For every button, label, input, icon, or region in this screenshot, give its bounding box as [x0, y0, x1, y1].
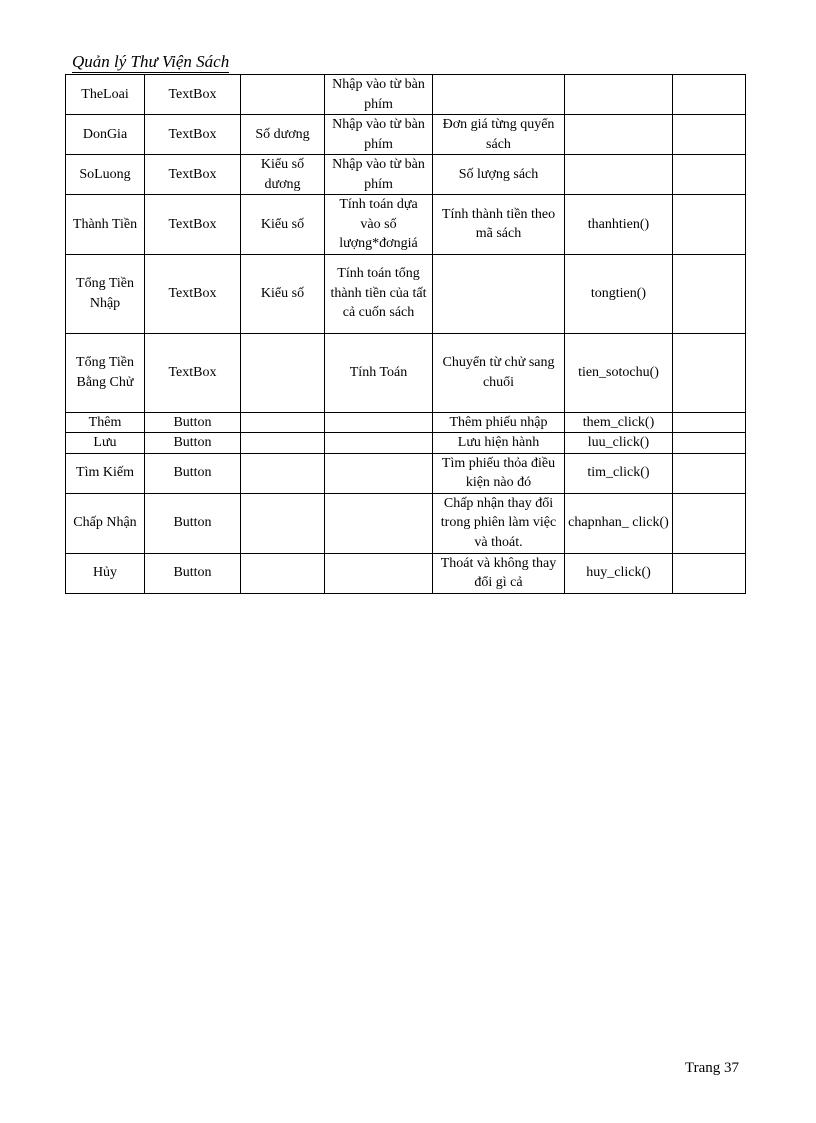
table-cell	[241, 493, 325, 553]
table-cell: Chấp Nhận	[66, 493, 145, 553]
table-cell: Button	[145, 493, 241, 553]
table-cell: huy_click()	[565, 553, 673, 593]
table-cell: TextBox	[145, 254, 241, 333]
table-cell: Lưu	[66, 433, 145, 454]
table-cell	[241, 333, 325, 412]
table-cell	[673, 115, 746, 155]
table-cell	[325, 453, 433, 493]
table-cell: Button	[145, 453, 241, 493]
table-cell: Hủy	[66, 553, 145, 593]
table-cell	[241, 412, 325, 433]
table-cell	[673, 155, 746, 195]
table-cell: Chấp nhận thay đổi trong phiên làm việc và thoát.	[433, 493, 565, 553]
table-cell: Tổng Tiền Bằng Chử	[66, 333, 145, 412]
table-cell	[241, 433, 325, 454]
table-cell	[325, 412, 433, 433]
table-cell	[241, 75, 325, 115]
table-cell: Số lượng sách	[433, 155, 565, 195]
table-cell: Thêm phiếu nhập	[433, 412, 565, 433]
page-header-title: Quản lý Thư Viện Sách	[72, 52, 230, 71]
table-cell	[673, 412, 746, 433]
table-cell: Nhập vào từ bàn phím	[325, 155, 433, 195]
table-cell: TextBox	[145, 115, 241, 155]
table-cell	[433, 75, 565, 115]
table-cell: them_click()	[565, 412, 673, 433]
table-cell: Tính toán dựa vào số lượng*đơngiá	[325, 195, 433, 255]
table-cell	[325, 553, 433, 593]
table-cell: Tổng Tiền Nhập	[66, 254, 145, 333]
table-cell: chapnhan_ click()	[565, 493, 673, 553]
table-cell: Số dương	[241, 115, 325, 155]
table-cell	[673, 493, 746, 553]
table-cell: DonGia	[66, 115, 145, 155]
table-cell	[673, 254, 746, 333]
table-cell: Tìm phiếu thỏa điều kiện nào đó	[433, 453, 565, 493]
table-row	[66, 553, 746, 593]
table-row	[66, 453, 746, 493]
table-cell	[673, 553, 746, 593]
table-cell: Button	[145, 433, 241, 454]
table-cell	[565, 115, 673, 155]
table-cell: Button	[145, 412, 241, 433]
table-row	[66, 115, 746, 155]
table-cell: Tính Toán	[325, 333, 433, 412]
table-cell: thanhtien()	[565, 195, 673, 255]
table-cell: Tính toán tổng thành tiền của tất cả cuốn sách	[325, 254, 433, 333]
table-cell: tongtien()	[565, 254, 673, 333]
table-cell: SoLuong	[66, 155, 145, 195]
table-cell	[241, 553, 325, 593]
table-cell	[565, 155, 673, 195]
table-cell: Tìm Kiếm	[66, 453, 145, 493]
table-cell: Thành Tiền	[66, 195, 145, 255]
table-cell	[673, 75, 746, 115]
table-cell: Kiểu số dương	[241, 155, 325, 195]
page-number: Trang 37	[685, 1060, 740, 1076]
table-cell	[325, 493, 433, 553]
table-row	[66, 493, 746, 553]
table-cell: TheLoai	[66, 75, 145, 115]
table-row	[66, 75, 746, 115]
table-cell: Nhập vào từ bàn phím	[325, 75, 433, 115]
table-cell: TextBox	[145, 195, 241, 255]
table-row	[66, 433, 746, 454]
table-cell: TextBox	[145, 75, 241, 115]
table-cell: luu_click()	[565, 433, 673, 454]
table-cell: TextBox	[145, 333, 241, 412]
table-cell: Button	[145, 553, 241, 593]
table-cell	[325, 433, 433, 454]
table-cell: tim_click()	[565, 453, 673, 493]
table-cell: Chuyển từ chử sang chuổi	[433, 333, 565, 412]
table-cell: Thêm	[66, 412, 145, 433]
table-cell: Lưu hiện hành	[433, 433, 565, 454]
table-cell: Thoát và không thay đổi gì cả	[433, 553, 565, 593]
table-cell: Nhập vào từ bàn phím	[325, 115, 433, 155]
table-cell	[673, 333, 746, 412]
table-cell: tien_sotochu()	[565, 333, 673, 412]
table-cell: Đơn giá từng quyển sách	[433, 115, 565, 155]
control-spec-table	[65, 74, 746, 594]
table-row	[66, 155, 746, 195]
table-cell	[241, 453, 325, 493]
table-cell	[673, 195, 746, 255]
table-row	[66, 333, 746, 412]
table-cell	[565, 75, 673, 115]
table-cell	[673, 453, 746, 493]
table-row	[66, 254, 746, 333]
table-cell: TextBox	[145, 155, 241, 195]
table-cell: Tính thành tiền theo mã sách	[433, 195, 565, 255]
table-cell	[673, 433, 746, 454]
table-cell: Kiểu số	[241, 195, 325, 255]
table-cell	[433, 254, 565, 333]
table-cell: Kiểu số	[241, 254, 325, 333]
table-row	[66, 195, 746, 255]
table-row	[66, 412, 746, 433]
